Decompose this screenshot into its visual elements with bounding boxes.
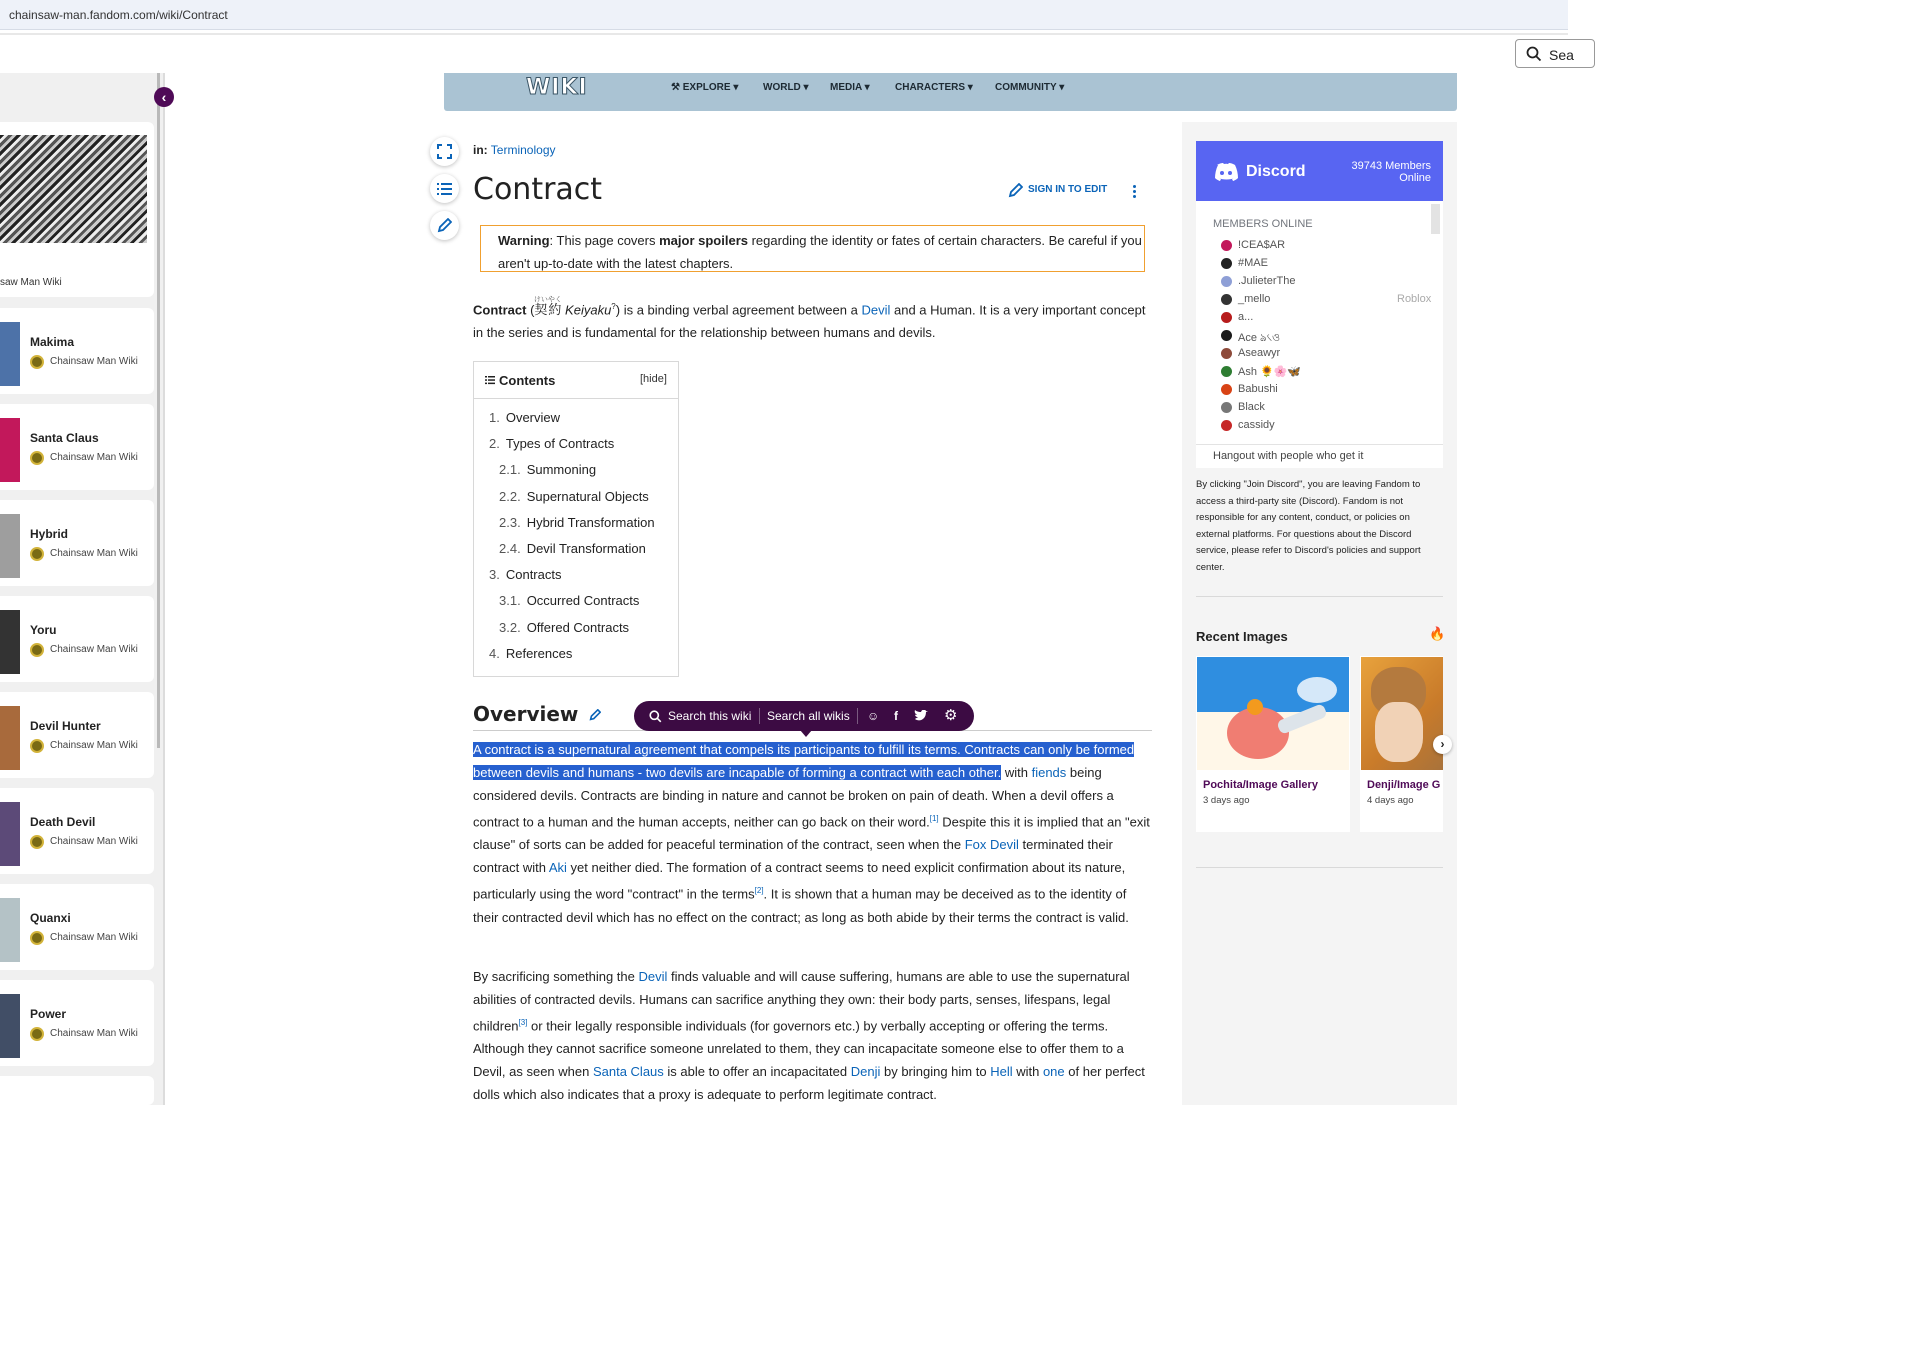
edit-tool-button[interactable] — [430, 211, 459, 240]
pencil-icon — [1008, 183, 1023, 198]
more-actions-button[interactable] — [1128, 184, 1140, 202]
rail-card-thumbnail — [0, 610, 20, 674]
list-icon — [437, 181, 452, 196]
rail-card[interactable] — [0, 1076, 154, 1105]
rail-card-wiki: Chainsaw Man Wiki — [50, 740, 138, 751]
nav-community[interactable]: COMMUNITY ▾ — [995, 82, 1065, 93]
global-search-button[interactable] — [1515, 39, 1595, 68]
avatar — [1221, 348, 1232, 359]
search-all-wikis-button[interactable]: Search all wikis — [767, 709, 850, 723]
nav-characters[interactable]: CHARACTERS ▾ — [895, 82, 973, 93]
featured-card[interactable] — [0, 122, 154, 297]
rail-card[interactable] — [0, 692, 154, 778]
discord-member[interactable]: cassidy — [1222, 419, 1275, 431]
toc-item[interactable]: 3.2. Offered Contracts — [499, 619, 630, 635]
avatar — [1221, 294, 1232, 305]
twitter-icon[interactable] — [914, 710, 928, 722]
recent-image-date: 3 days ago — [1203, 795, 1250, 806]
rail-card-thumbnail — [0, 994, 20, 1058]
avatar — [1221, 330, 1232, 341]
search-icon — [1526, 46, 1542, 62]
toc-button[interactable] — [430, 174, 459, 203]
toc-item[interactable]: 1. Overview — [489, 410, 561, 425]
wiki-navbar — [444, 73, 1457, 111]
discord-member[interactable]: !CEA$AR — [1222, 239, 1285, 251]
link-one[interactable]: one — [1042, 1064, 1065, 1080]
recent-image-card[interactable] — [1196, 656, 1350, 832]
avatar — [1221, 420, 1232, 431]
toc-item[interactable]: 2. Types of Contracts — [489, 436, 615, 452]
link-hell[interactable]: Hell — [990, 1064, 1013, 1080]
spoiler-warning: Warning: This page covers major spoilers regarding the identity or fates of certain characters. Be careful if you aren't up-to-date with the latest chapters. — [480, 225, 1145, 272]
recent-image-card[interactable] — [1360, 656, 1443, 832]
discord-members-panel[interactable] — [1196, 201, 1443, 468]
page-title: Contract — [473, 172, 603, 207]
toc-item[interactable]: 4. References — [489, 645, 573, 661]
section-heading-overview: Overview — [473, 702, 601, 726]
ref-3[interactable]: [3] — [518, 1018, 528, 1027]
discord-member[interactable]: a... — [1222, 311, 1253, 323]
search-icon — [649, 710, 662, 723]
rail-scrollbar[interactable] — [157, 73, 160, 748]
pencil-icon[interactable] — [589, 709, 601, 721]
recent-image-date: 4 days ago — [1367, 795, 1414, 806]
intro-paragraph: Contract (契約けいやく Keiyaku?) is a binding verbal agreement between a Devil and a Human. It is a very important concept in the series and is fundamental for the relationship between humans and devils. — [473, 296, 1146, 341]
popup-pointer — [800, 730, 812, 737]
rail-card-title: Power — [30, 1007, 67, 1021]
avatar — [1221, 240, 1232, 251]
rail-card[interactable] — [0, 596, 154, 682]
rail-card-wiki: Chainsaw Man Wiki — [50, 644, 138, 655]
rail-card-thumbnail — [0, 898, 20, 962]
rail-card-title: Death Devil — [30, 815, 96, 829]
rail-card[interactable] — [0, 500, 154, 586]
ref-1[interactable]: [1] — [929, 814, 939, 823]
breadcrumb: in: Terminology — [473, 143, 556, 157]
recent-images-title: Recent Images — [1196, 629, 1288, 644]
link-aki[interactable]: Aki — [548, 860, 567, 876]
discord-icon — [1213, 162, 1239, 182]
wiki-logo-icon — [30, 547, 44, 561]
rail-card-title: Yoru — [30, 623, 57, 637]
discord-member[interactable]: .JulieterThe — [1222, 275, 1295, 287]
toc-item[interactable]: 2.3. Hybrid Transformation — [499, 514, 655, 530]
toc-item[interactable]: 3. Contracts — [489, 567, 562, 583]
link-fox-devil[interactable]: Fox Devil — [964, 837, 1019, 853]
rail-card[interactable] — [0, 404, 154, 490]
rail-card-thumbnail — [0, 802, 20, 866]
collapse-rail-button[interactable]: ‹ — [154, 87, 174, 107]
discord-member[interactable]: Black — [1222, 401, 1265, 413]
discord-header[interactable] — [1196, 141, 1443, 201]
nav-media[interactable]: MEDIA ▾ — [830, 82, 870, 93]
rail-card-thumbnail — [0, 418, 20, 482]
rail-card-thumbnail — [0, 706, 20, 770]
selection-popup — [634, 701, 974, 731]
overview-paragraph-1: A contract is a supernatural agreement that compels its participants to fulfill its terms. Contracts can only be formed between devils and humans - two devils are incapable of forming a contract with each other. with fiends being considered devils. Contracts are binding in nature and cannot be broken on pain of death. When a devil offers a contract to a human and the human accepts, neither can go back on their word.[1] Despite this it is implied that an "exit clause" of sorts can be added for peaceful termination of the contract, seen when the Fox Devil terminated their contract with Aki yet neither died. The formation of a contract seems to need explicit confirmation about its nature, particularly using the word "contract" in the terms[2]. It is shown that a human may be deceived as to the identity of their contracted devil which has no effect on the contract; as long as both abide by their terms the contract is valid. — [473, 742, 1150, 925]
rail-card-wiki: Chainsaw Man Wiki — [50, 932, 138, 943]
selected-text: A contract is a supernatural agreement that compels its participants to fulfill its terms. Contracts can only be formed between devils and humans - two devils are incapable of forming a contract with each other. — [473, 742, 1135, 780]
rail-card-thumbnail — [0, 322, 20, 386]
discord-member[interactable]: _mello Roblox — [1222, 293, 1270, 305]
wiki-logo[interactable]: WIKI — [526, 75, 588, 100]
carousel-next-button[interactable]: › — [1433, 735, 1452, 754]
avatar — [1221, 312, 1232, 323]
members-online-header: MEMBERS ONLINE — [1213, 218, 1313, 230]
discord-member[interactable]: #MAE — [1222, 257, 1268, 269]
featured-wiki-label: saw Man Wiki — [0, 277, 62, 288]
featured-image — [0, 135, 147, 243]
rail-card-title: Devil Hunter — [30, 719, 101, 733]
discord-member[interactable]: Aseawyr — [1222, 347, 1280, 359]
nav-world[interactable]: WORLD ▾ — [763, 82, 809, 93]
toc-item[interactable]: 2.4. Devil Transformation — [499, 541, 646, 556]
fullscreen-button[interactable] — [430, 137, 459, 166]
compass-icon: ⚒ — [671, 82, 680, 93]
sign-in-to-edit-button[interactable]: SIGN IN TO EDIT — [1008, 184, 1107, 195]
recent-image-title: Denji/Image G — [1367, 779, 1441, 791]
wiki-logo-icon — [30, 355, 44, 369]
rail-card-wiki: Chainsaw Man Wiki — [50, 1028, 138, 1039]
recent-image-title: Pochita/Image Gallery — [1203, 779, 1318, 791]
ref-2[interactable]: [2] — [754, 886, 764, 896]
overview-paragraph-2: By sacrificing something the Devil finds valuable and will cause suffering, humans are able to use the supernatural abilities of contracted devils. Humans can sacrifice anything they own: their body parts, senses, lifespans, legal children[3] or their legally responsible individuals (for governors etc.) by verbally accepting or offering the terms. Although they cannot sacrifice someone unrelated to them, they can incapacitate someone else to offer them to a Devil, as seen when Santa Claus is able to offer an incapacitated Denji by bringing him to Hell with one of her perfect dolls which also indicates that a proxy is adequate to perform legitimate contract. — [473, 969, 1145, 1103]
rail-card[interactable] — [0, 884, 154, 970]
wiki-logo-icon — [30, 1027, 44, 1041]
wiki-logo-icon — [30, 643, 44, 657]
members-scrollbar[interactable] — [1431, 204, 1440, 234]
list-icon — [485, 375, 495, 385]
rail-divider — [1196, 867, 1443, 868]
toolbar-divider — [0, 33, 1568, 35]
recent-image-thumbnail — [1361, 657, 1443, 770]
avatar — [1221, 366, 1232, 377]
rail-card-title: Quanxi — [30, 911, 71, 925]
nav-explore[interactable]: ⚒ EXPLORE ▾ — [671, 82, 739, 93]
toc-hide-link[interactable]: [hide] — [640, 373, 667, 385]
member-activity: Roblox — [1397, 293, 1432, 305]
flame-icon: 🔥 — [1429, 626, 1446, 641]
discord-title: Discord — [1246, 163, 1306, 180]
link-denji[interactable]: Denji — [850, 1064, 881, 1080]
rail-card[interactable] — [0, 980, 154, 1066]
pencil-icon — [437, 218, 452, 233]
discord-disclaimer: By clicking "Join Discord", you are leaving Fandom to access a third-party site (Discord). Fandom is not responsible for any content, conduct, or policies on external platforms. For questions about the Discord service, please refer to Discord's policies and support center. — [1196, 479, 1421, 573]
rail-card-thumbnail — [0, 514, 20, 578]
search-label: Sea — [1549, 47, 1574, 63]
rail-card-wiki: Chainsaw Man Wiki — [50, 548, 138, 559]
rail-card-title: Makima — [30, 335, 75, 349]
address-bar[interactable] — [0, 0, 1568, 30]
avatar — [1221, 258, 1232, 269]
avatar — [1221, 402, 1232, 413]
toc-item[interactable]: 3.1. Occurred Contracts — [499, 593, 640, 609]
rail-card-title: Santa Claus — [30, 431, 99, 445]
link-santa-claus[interactable]: Santa Claus — [592, 1064, 664, 1080]
link-devil[interactable]: Devil — [861, 302, 891, 318]
discord-member[interactable]: Babushi — [1222, 383, 1278, 395]
recent-image-thumbnail — [1197, 657, 1349, 770]
rail-card[interactable] — [0, 788, 154, 874]
rail-card[interactable] — [0, 308, 154, 394]
table-of-contents — [473, 361, 679, 677]
expand-icon — [437, 144, 452, 159]
rail-card-title: Hybrid — [30, 527, 69, 541]
rail-divider — [1196, 596, 1443, 597]
toc-item[interactable]: 2.1. Summoning — [499, 462, 597, 478]
discord-member[interactable]: Ash 🌻🌸🦋 — [1222, 365, 1301, 378]
discord-member-count: 39743 Members Online — [1351, 160, 1431, 184]
popup-separator — [857, 708, 858, 724]
wiki-logo-icon — [30, 451, 44, 465]
toc-item[interactable]: 2.2. Supernatural Objects — [499, 488, 649, 504]
wiki-logo-icon — [30, 931, 44, 945]
discord-footer: Hangout with people who get it — [1196, 444, 1443, 468]
rail-card-wiki: Chainsaw Man Wiki — [50, 452, 138, 463]
avatar — [1221, 276, 1232, 287]
toc-header — [474, 362, 678, 399]
link-devil-2[interactable]: Devil — [638, 969, 668, 984]
rail-card-wiki: Chainsaw Man Wiki — [50, 836, 138, 847]
rail-card-wiki: Chainsaw Man Wiki — [50, 356, 138, 367]
wiki-logo-icon — [30, 835, 44, 849]
facebook-icon[interactable]: f — [894, 709, 898, 723]
avatar — [1221, 384, 1232, 395]
reddit-icon[interactable]: ☺ — [867, 709, 880, 723]
discord-member[interactable]: Ace ঌ৻ও — [1222, 329, 1280, 348]
link-fiends[interactable]: fiends — [1031, 765, 1067, 780]
breadcrumb-link[interactable]: Terminology — [490, 143, 556, 157]
popup-separator — [759, 708, 760, 724]
search-this-wiki-button[interactable]: Search this wiki — [668, 709, 752, 723]
rail-divider — [163, 73, 165, 1105]
url-text: chainsaw-man.fandom.com/wiki/Contract — [9, 8, 228, 22]
wiki-logo-icon — [30, 739, 44, 753]
toc-title: Contents — [499, 373, 556, 388]
gear-icon[interactable]: ⚙ — [944, 707, 958, 724]
